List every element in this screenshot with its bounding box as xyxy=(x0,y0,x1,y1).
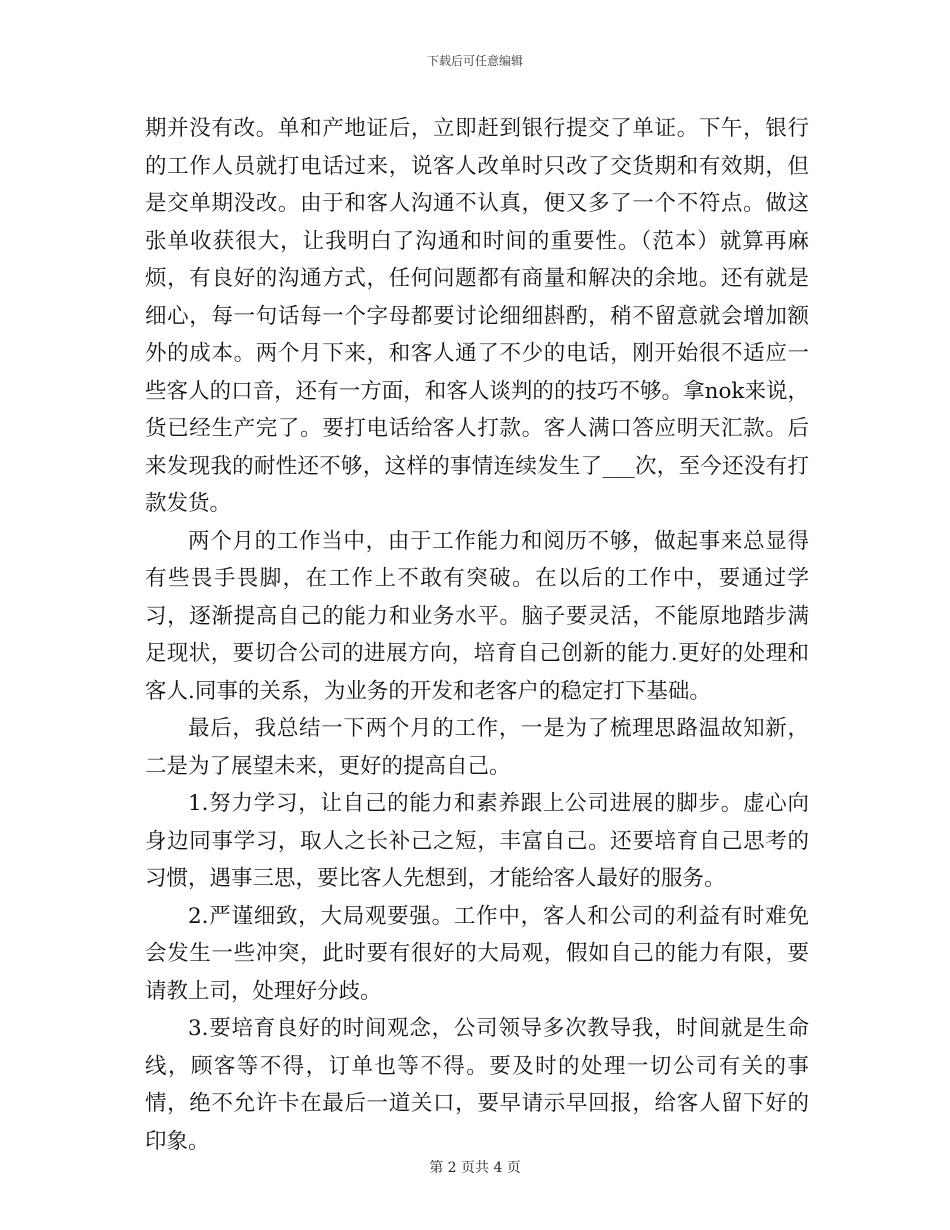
paragraph-work-reflection: 两个月的工作当中，由于工作能力和阅历不够，做起事来总显得有些畏手畏脚，在工作上不敢有突破。在以后的工作中，要通过学习，逐渐提高自己的能力和业务水平。脑子要灵活，不能原地踏步满足现状，要切合公司的进展方向，培育自己创新的能力.更好的处理和客人.同事的关系，为业务的开发和老客户的稳定打下基础。 xyxy=(145,528,809,704)
list-item-rigor: 2.严谨细致，大局观要强。工作中，客人和公司的利益有时难免会发生一些冲突，此时要有很好的大局观，假如自己的能力有限，要请教上司，处理好分歧。 xyxy=(145,903,809,1004)
list-item-time: 3.要培育良好的时间观念，公司领导多次教导我，时间就是生命线，顾客等不得，订单也等不得。要及时的处理一切公司有关的事情，绝不允许卡在最后一道关口，要早请示早回报，给客人留下好的印象。 xyxy=(145,1016,809,1154)
page-header: 下载后可任意编辑 xyxy=(426,54,523,68)
paragraph-summary-intro: 最后，我总结一下两个月的工作，一是为了梳理思路温故知新，二是为了展望未来，更好的提高自己。 xyxy=(145,716,809,779)
page-number: 第 2 页共 4 页 xyxy=(429,1160,521,1176)
document-body xyxy=(145,110,809,1160)
paragraph-continuation: 期并没有改。单和产地证后，立即赶到银行提交了单证。下午，银行的工作人员就打电话过来，说客人改单时只改了交货期和有效期，但是交单期没改。由于和客人沟通不认真，便又多了一个不符点。做这张单收获很大，让我明白了沟通和时间的重要性。（范本）就算再麻烦，有良好的沟通方式，任何问题都有商量和解决的余地。还有就是细心，每一句话每一个字母都要讨论细细斟酌，稍不留意就会增加额外的成本。两个月下来，和客人通了不少的电话，刚开始很不适应一些客人的口音，还有一方面，和客人谈判的的技巧不够。拿nok来说，货已经生产完了。要打电话给客人打款。客人满口答应明天汇款。后来发现我的耐性还不够，这样的事情连续发生了___次，至今还没有打款发货。 xyxy=(145,116,809,516)
list-item-study: 1.努力学习，让自己的能力和素养跟上公司进展的脚步。虚心向身边同事学习，取人之长补己之短，丰富自己。还要培育自己思考的习惯，遇事三思，要比客人先想到，才能给客人最好的服务。 xyxy=(145,791,809,891)
